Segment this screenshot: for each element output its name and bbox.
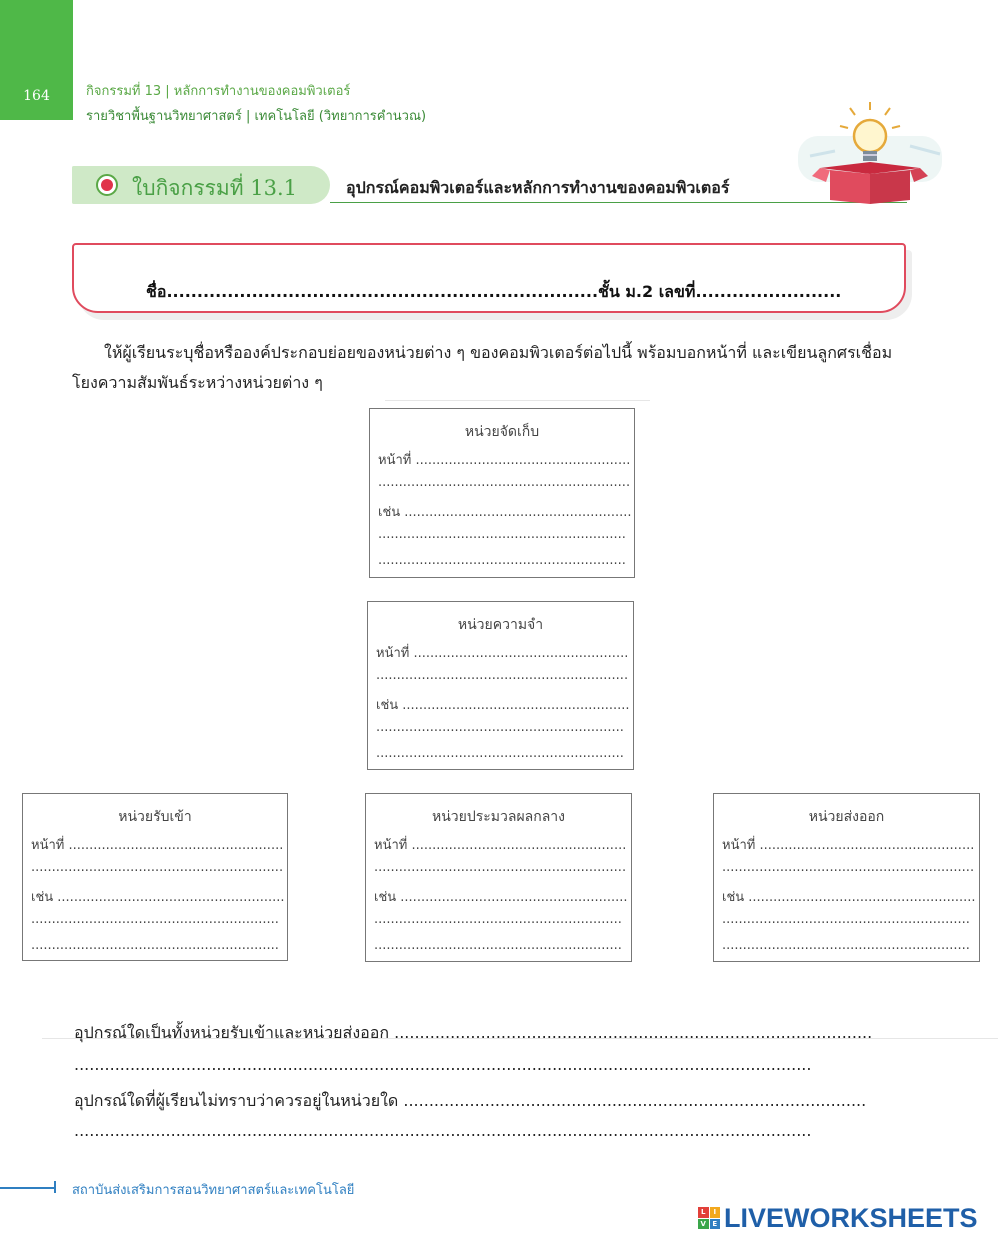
output-unit-box	[713, 793, 980, 962]
memory-unit-title: หน่วยความจำ	[457, 617, 544, 633]
input-function-line[interactable]: .............................................................	[31, 860, 284, 875]
cpu-unit-box	[365, 793, 632, 962]
cpu-unit-title: หน่วยประมวลผลกลาง	[432, 809, 565, 825]
output-example-line[interactable]: ............................................................	[722, 912, 970, 927]
output-example-line-2[interactable]: ............................................................	[722, 938, 970, 953]
activity-banner	[72, 166, 330, 204]
input-function-field[interactable]: หน้าที่ ....................................................	[31, 838, 284, 853]
memory-example-line-2[interactable]: ............................................................	[376, 746, 624, 761]
question-2[interactable]: อุปกรณ์ใดที่ผู้เรียนไม่ทราบว่าควรอยู่ในหน่วยใด ...........................................................................................	[74, 1091, 867, 1110]
memory-unit-box	[367, 601, 634, 770]
input-example-line[interactable]: ............................................................	[31, 912, 279, 927]
memory-function-line[interactable]: .............................................................	[376, 668, 629, 683]
question-1-answer-line[interactable]: .................................................................................................................................................	[74, 1055, 812, 1074]
cpu-function-field[interactable]: หน้าที่ ....................................................	[374, 838, 627, 853]
faint-divider	[385, 400, 650, 401]
output-function-field[interactable]: หน้าที่ ....................................................	[722, 838, 975, 853]
bullet-icon	[96, 174, 118, 196]
question-1[interactable]: อุปกรณ์ใดเป็นทั้งหน่วยรับเข้าและหน่วยส่งออก ..............................................................................................	[74, 1023, 873, 1042]
input-example-line-2[interactable]: ............................................................	[31, 938, 279, 953]
activity-title: อุปกรณ์คอมพิวเตอร์และหลักการทำงานของคอมพิวเตอร์	[346, 178, 730, 197]
liveworksheets-brand: LIVEWORKSHEETS	[724, 1202, 978, 1233]
activity-header: กิจกรรมที่ 13 | หลักการทำงานของคอมพิวเตอร์	[86, 84, 351, 99]
cpu-function-line[interactable]: .............................................................	[374, 860, 627, 875]
storage-example-line-2[interactable]: ............................................................	[378, 553, 626, 568]
cpu-example-field[interactable]: เช่น .......................................................	[374, 890, 628, 905]
output-function-line[interactable]: .............................................................	[722, 860, 975, 875]
input-example-field[interactable]: เช่น .......................................................	[31, 890, 285, 905]
instruction-text: ให้ผู้เรียนระบุชื่อหรือองค์ประกอบย่อยของหน่วยต่าง ๆ ของคอมพิวเตอร์ต่อไปนี้ พร้อมบอกหน้าที่ และเขียนลูกศรเชื่อมโยงความสัมพันธ์ระหว่างหน่วยต่าง ๆ	[72, 343, 893, 392]
output-example-field[interactable]: เช่น .......................................................	[722, 890, 976, 905]
footer-tick	[54, 1181, 56, 1193]
lightbulb-box-icon	[790, 96, 950, 208]
footer-rule	[0, 1187, 56, 1189]
activity-sheet-label: ใบกิจกรรมที่ 13.1	[132, 176, 297, 200]
output-unit-title: หน่วยส่งออก	[808, 809, 885, 825]
storage-example-field[interactable]: เช่น .......................................................	[378, 505, 632, 520]
storage-example-line[interactable]: ............................................................	[378, 527, 626, 542]
cpu-example-line[interactable]: ............................................................	[374, 912, 622, 927]
question-2-answer-line[interactable]: .................................................................................................................................................	[74, 1121, 812, 1140]
subject-header: รายวิชาพื้นฐานวิทยาศาสตร์ | เทคโนโลยี (วิทยาการคำนวณ)	[86, 109, 427, 124]
storage-unit-box	[369, 408, 635, 578]
liveworksheets-grid-icon: L I V E	[698, 1207, 720, 1229]
memory-example-line[interactable]: ............................................................	[376, 720, 624, 735]
memory-example-field[interactable]: เช่น .......................................................	[376, 698, 630, 713]
liveworksheets-logo	[698, 1203, 978, 1233]
footer-institute: สถาบันส่งเสริมการสอนวิทยาศาสตร์และเทคโนโลยี	[72, 1183, 355, 1198]
storage-unit-title: หน่วยจัดเก็บ	[464, 424, 540, 440]
input-unit-box	[22, 793, 288, 961]
page-number: 164	[23, 88, 50, 104]
cpu-example-line-2[interactable]: ............................................................	[374, 938, 622, 953]
input-unit-title: หน่วยรับเข้า	[118, 809, 192, 825]
name-class-number-field[interactable]: ชื่อ.......................................................................ชั้น ม.2 เลขที่........................	[146, 282, 842, 301]
storage-function-field[interactable]: หน้าที่ ....................................................	[378, 453, 631, 468]
memory-function-field[interactable]: หน้าที่ ....................................................	[376, 646, 629, 661]
storage-function-line[interactable]: .............................................................	[378, 475, 631, 490]
